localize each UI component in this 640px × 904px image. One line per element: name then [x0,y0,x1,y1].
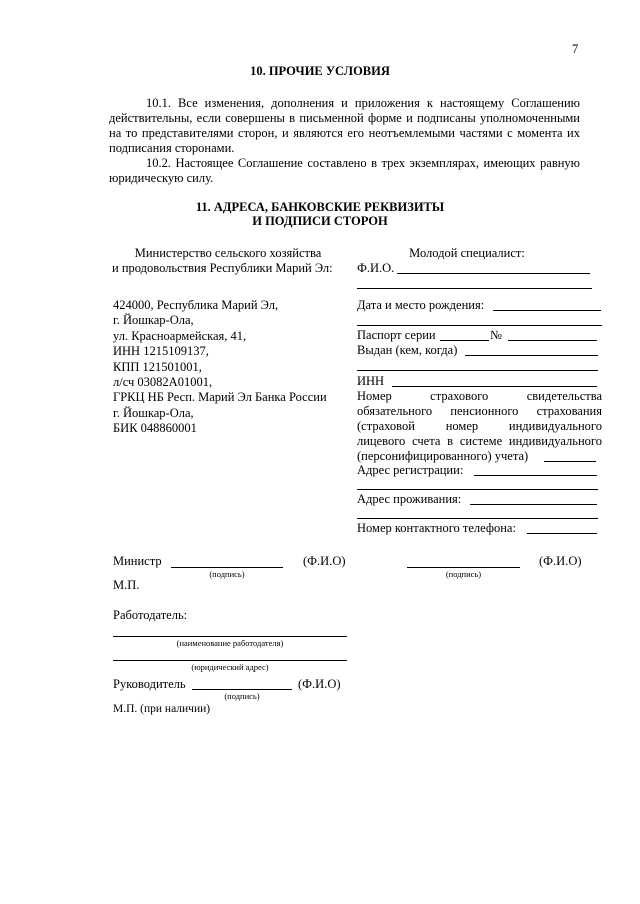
ministry-heading-line-2: и продовольствия Республики Марий Эл: [112,261,333,275]
issued-line-2 [357,370,598,371]
para-10-2-line-2: юридическую силу. [109,171,214,185]
pension-line-5: (персонифицированного) учета) [357,449,529,463]
specialist-fio-label: Ф.И.О. [357,261,395,275]
phone-line [527,533,597,534]
ministry-address-line: 424000, Республика Марий Эл, [113,298,279,312]
specialist-fio: (Ф.И.О) [539,554,582,568]
specialist-birth-line-2 [357,325,602,326]
specialist-birth-label: Дата и место рождения: [357,298,485,312]
para-10-1-line-1: 10.1. Все изменения, дополнения и приложения к настоящему Соглашению [146,96,580,110]
para-10-1-line-4: подписания сторонами. [109,141,235,155]
passport-number-line [508,340,597,341]
minister-signature-line [171,567,283,568]
reg-line-2 [357,489,598,490]
employer-stamp: М.П. (при наличии) [113,703,211,715]
minister-signature-caption: (подпись) [209,569,245,579]
section-11-title-line-2: И ПОДПИСИ СТОРОН [252,214,388,228]
employer-heading: Работодатель: [113,608,188,622]
specialist-reg-label: Адрес регистрации: [357,463,464,477]
specialist-inn-label: ИНН [357,374,385,388]
passport-series-line [440,340,489,341]
specialist-fio-line-2 [357,288,592,289]
ministry-address-line: ИНН 1215109137, [113,344,209,359]
ministry-address-line: БИК 048860001 [113,421,197,436]
employer-signature-caption: (подпись) [224,691,260,701]
pension-line-4: лицевого счета в системе индивидуального [357,434,602,448]
pension-number-line [544,461,596,462]
ministry-address-line: КПП 121501001, [113,359,202,374]
ministry-address-line: г. Йошкар-Ола, [113,313,194,328]
minister-label: Министр [113,554,162,568]
ministry-address-line: ГРКЦ НБ Респ. Марий Эл Банка России [113,390,327,405]
section-11-title-line-1: 11. АДРЕСА, БАНКОВСКИЕ РЕКВИЗИТЫ [195,200,445,214]
specialist-live-label: Адрес проживания: [357,492,462,506]
specialist-phone-label: Номер контактного телефона: [357,521,516,535]
ministry-address-line: г. Йошкар-Ола, [113,405,194,420]
specialist-signature-caption: (подпись) [445,569,482,579]
pension-line-2: обязательного пенсионного страхования [357,404,602,418]
ministry-address-line: ул. Красноармейская, 41, [113,328,247,343]
issued-line [465,355,598,356]
para-10-1-line-2: действительны, если совершены в письменной форме и подписаны уполномоченными [109,111,580,125]
specialist-passport-no: № [490,328,502,342]
para-10-2-line-1: 10.2. Настоящее Соглашение составлено в трех экземплярах, имеющих равную [146,156,580,170]
employer-name-caption: (наименование работодателя) [176,638,284,648]
ministry-address [113,298,327,437]
specialist-issued-label: Выдан (кем, когда) [357,343,458,357]
specialist-heading: Молодой специалист: [409,246,525,260]
pension-line-3: (страховой номер индивидуального [357,419,602,433]
employer-name-line [113,636,347,637]
employer-fio: (Ф.И.О) [298,677,341,691]
employer-address-line [113,660,347,661]
inn-line [392,386,597,387]
pension-line-1: Номер страхового свидетельства [357,389,602,403]
minister-fio: (Ф.И.О) [303,554,346,568]
live-line [470,504,597,505]
section-10-title: 10. ПРОЧИЕ УСЛОВИЯ [250,64,390,78]
ministry-heading-line-1: Министерство сельского хозяйства [134,246,322,260]
employer-signature-line [192,689,292,690]
employer-address-caption: (юридический адрес) [191,662,269,672]
specialist-fio-line [397,273,590,274]
ministry-address-line: л/сч 03082А01001, [113,375,213,390]
minister-stamp: М.П. [113,578,140,592]
page-number: 7 [572,42,579,56]
para-10-1-line-3: на то представителями сторон, и являются его неотъемлемыми частями с момента их [109,126,580,140]
specialist-birth-line [493,310,601,311]
live-line-2 [357,518,598,519]
employer-head-label: Руководитель [113,677,186,691]
specialist-signature-line [407,567,520,568]
specialist-passport-label: Паспорт серии [357,328,436,342]
reg-line [474,475,597,476]
